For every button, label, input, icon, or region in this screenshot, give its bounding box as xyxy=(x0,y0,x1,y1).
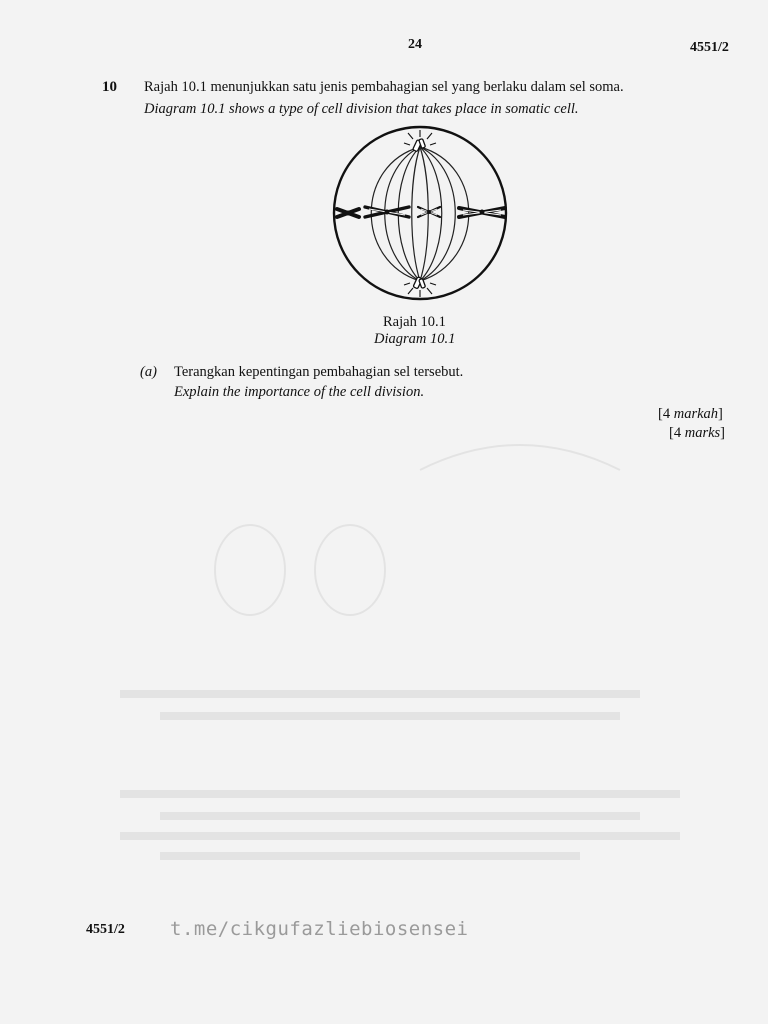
question-number: 10 xyxy=(102,79,117,95)
paper-code-footer: 4551/2 xyxy=(86,922,125,937)
marks-english xyxy=(669,425,725,442)
figure-caption-english xyxy=(374,331,455,348)
page-number: 24 xyxy=(408,37,422,52)
part-a-label-text: (a) xyxy=(140,364,157,380)
question-text-malay: Rajah 10.1 menunjukkan satu jenis pembahagian sel yang berlaku dalam sel soma. xyxy=(144,79,624,95)
marks-english-word: marks xyxy=(684,425,721,441)
question-text-english: Diagram 10.1 shows a type of cell division that takes place in somatic cell. xyxy=(144,101,579,117)
marks-english-number: [4 xyxy=(669,425,685,441)
marks-malay-word: markah xyxy=(673,406,719,422)
marks-malay-number: [4 xyxy=(658,406,674,422)
chromosome-left-icon xyxy=(337,209,359,217)
part-a-text-malay: Terangkan kepentingan pembahagian sel tersebut. xyxy=(174,364,464,380)
marks-english-close: ] xyxy=(720,425,726,441)
part-a-text-english: Explain the importance of the cell division. xyxy=(174,384,425,400)
paper-code-header: 4551/2 xyxy=(690,40,729,55)
figure-caption-english-text: Diagram 10.1 xyxy=(374,331,456,347)
part-a-label xyxy=(140,364,157,381)
metaphase-cell-icon xyxy=(325,125,515,305)
chromosome-center-right-icon xyxy=(418,207,440,217)
watermark-text: t.me/cikgufazliebiosensei xyxy=(170,918,469,940)
chromosome-right-icon xyxy=(459,208,505,217)
figure-caption-malay: Rajah 10.1 xyxy=(383,314,446,330)
centriole-bottom-icon xyxy=(404,277,436,297)
marks-malay xyxy=(658,406,723,423)
marks-malay-close: ] xyxy=(718,406,723,422)
